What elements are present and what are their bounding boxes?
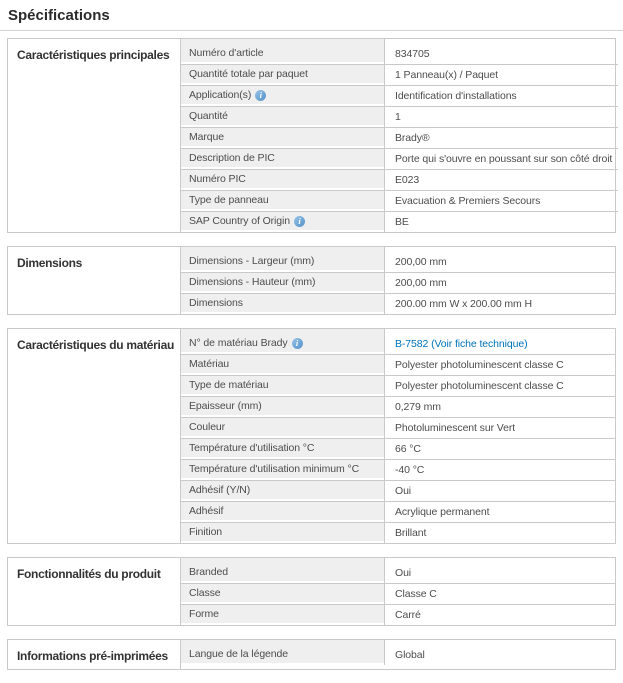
row-value-link[interactable]: B-7582 (Voir fiche technique) [395, 338, 528, 350]
row-value: 0,279 mm [395, 401, 441, 413]
row-label-cell [181, 247, 385, 272]
row-value-cell [385, 439, 615, 459]
section-rows [180, 640, 615, 669]
row-label-cell [181, 523, 385, 543]
row-label-cell [181, 481, 385, 501]
row-label-text: Dimensions [189, 297, 243, 309]
table-row [181, 605, 615, 625]
specifications-sections [0, 38, 623, 670]
row-label-cell [181, 39, 385, 64]
row-value: Brillant [395, 527, 427, 539]
row-value: E023 [395, 174, 420, 186]
row-value-cell [385, 65, 618, 85]
row-value-cell [385, 376, 615, 396]
row-value: Polyester photoluminescent classe C [395, 359, 564, 371]
table-row [181, 294, 615, 314]
row-value-cell [385, 640, 615, 665]
row-label-text: Type de panneau [189, 194, 269, 206]
row-value: 66 °C [395, 443, 421, 455]
row-label-cell [181, 329, 385, 354]
row-value-cell [385, 329, 615, 354]
row-value: 1 Panneau(x) / Paquet [395, 69, 498, 81]
row-value-cell [385, 584, 615, 604]
table-row [181, 65, 618, 86]
row-label-text: Branded [189, 566, 228, 578]
table-row [181, 397, 615, 418]
row-value: BE [395, 216, 409, 228]
table-row [181, 376, 615, 397]
info-icon[interactable]: i [294, 216, 305, 227]
row-value: 200,00 mm [395, 277, 447, 289]
row-label-cell [181, 191, 385, 211]
row-value-cell [385, 355, 615, 375]
row-label-cell [181, 128, 385, 148]
table-row [181, 329, 615, 355]
row-value-cell [385, 481, 615, 501]
row-label-cell [181, 294, 385, 314]
section-rows [180, 39, 618, 232]
section-rows [180, 329, 615, 543]
table-row [181, 247, 615, 273]
spec-section [7, 557, 616, 626]
row-label-cell [181, 149, 385, 169]
table-row [181, 439, 615, 460]
spec-section [7, 246, 616, 315]
spec-section [7, 38, 616, 233]
row-label-text: Dimensions - Hauteur (mm) [189, 276, 316, 288]
table-row [181, 191, 618, 212]
section-heading: Caractéristiques principales [17, 48, 170, 62]
row-value: Oui [395, 485, 412, 497]
row-label-text: Température d'utilisation °C [189, 442, 315, 454]
row-label-cell [181, 640, 385, 665]
row-value: Evacuation & Premiers Secours [395, 195, 541, 207]
row-label-cell [181, 558, 385, 583]
section-heading: Caractéristiques du matériau [17, 338, 174, 352]
row-label-text: Type de matériau [189, 379, 269, 391]
row-label-cell [181, 502, 385, 522]
table-row [181, 273, 615, 294]
row-value-cell [385, 294, 615, 314]
table-row [181, 128, 618, 149]
row-label-cell [181, 584, 385, 604]
row-value-cell [385, 128, 618, 148]
row-label-text: Couleur [189, 421, 226, 433]
row-value-cell [385, 39, 618, 64]
row-value: Classe C [395, 588, 437, 600]
row-label-text: Langue de la légende [189, 648, 289, 660]
specifications-page [0, 7, 623, 670]
row-value: 200.00 mm W x 200.00 mm H [395, 298, 532, 310]
row-value: Photoluminescent sur Vert [395, 422, 516, 434]
table-row [181, 39, 618, 65]
table-row [181, 481, 615, 502]
row-label-text: Application(s) [189, 89, 252, 101]
row-label-cell [181, 605, 385, 625]
info-icon[interactable]: i [255, 90, 266, 101]
row-label-cell [181, 460, 385, 480]
row-value: Polyester photoluminescent classe C [395, 380, 564, 392]
row-label-text: Forme [189, 608, 219, 620]
row-value: 1 [395, 111, 401, 123]
row-label-text: Adhésif (Y/N) [189, 484, 251, 496]
row-label-text: Description de PIC [189, 152, 275, 164]
row-label-cell [181, 418, 385, 438]
table-row [181, 460, 615, 481]
section-rows [180, 558, 615, 625]
spec-section [7, 328, 616, 544]
row-value-cell [385, 107, 618, 127]
page-title: Spécifications [8, 7, 110, 24]
section-rows [180, 247, 615, 314]
section-heading: Informations pré-imprimées [17, 649, 168, 663]
table-row [181, 107, 618, 128]
row-value-cell [385, 170, 618, 190]
row-label-text: Epaisseur (mm) [189, 400, 262, 412]
row-label-cell [181, 107, 385, 127]
section-heading: Dimensions [17, 256, 83, 270]
row-label-text: Température d'utilisation minimum °C [189, 463, 360, 475]
row-value: Oui [395, 567, 412, 579]
row-label-cell [181, 376, 385, 396]
table-row [181, 584, 615, 605]
row-value: Identification d'installations [395, 90, 517, 102]
row-value: Brady® [395, 132, 430, 144]
title-divider [0, 30, 623, 31]
row-label-cell [181, 212, 385, 232]
row-value: Global [395, 649, 425, 661]
row-label-cell [181, 273, 385, 293]
spec-section [7, 639, 616, 670]
row-value: -40 °C [395, 464, 425, 476]
row-label-cell [181, 355, 385, 375]
row-label-cell [181, 86, 385, 106]
row-value-cell [385, 247, 615, 272]
row-value-cell [385, 523, 615, 543]
table-row [181, 558, 615, 584]
section-heading: Fonctionnalités du produit [17, 567, 161, 581]
table-row [181, 523, 615, 543]
table-row [181, 170, 618, 191]
row-label-text: Finition [189, 526, 223, 538]
row-value-cell [385, 605, 615, 625]
table-row [181, 86, 618, 107]
row-value-cell [385, 397, 615, 417]
row-value-cell [385, 418, 615, 438]
row-value-cell [385, 273, 615, 293]
row-label-text: N° de matériau Brady [189, 337, 288, 349]
row-value-cell [385, 149, 618, 169]
row-value: Acrylique permanent [395, 506, 490, 518]
row-label-text: Numéro d'article [189, 47, 264, 59]
table-row [181, 212, 618, 232]
table-row [181, 502, 615, 523]
row-value-cell [385, 558, 615, 583]
table-row [181, 149, 618, 170]
row-value: Porte qui s'ouvre en poussant sur son côté droit [395, 153, 613, 165]
row-label-text: Marque [189, 131, 225, 143]
row-label-text: Adhésif [189, 505, 224, 517]
row-label-cell [181, 170, 385, 190]
table-row [181, 640, 615, 665]
row-label-cell [181, 65, 385, 85]
row-label-text: Classe [189, 587, 221, 599]
row-label-text: SAP Country of Origin [189, 215, 291, 227]
row-value-cell [385, 502, 615, 522]
row-value-cell [385, 212, 618, 232]
row-label-cell [181, 439, 385, 459]
row-value: 834705 [395, 48, 430, 60]
row-value-cell [385, 460, 615, 480]
row-label-text: Matériau [189, 358, 230, 370]
row-label-text: Dimensions - Largeur (mm) [189, 255, 315, 267]
row-label-text: Quantité totale par paquet [189, 68, 308, 80]
row-value-cell [385, 86, 618, 106]
row-label-cell [181, 397, 385, 417]
info-icon[interactable]: i [292, 338, 303, 349]
row-value: Carré [395, 609, 421, 621]
row-value: 200,00 mm [395, 256, 447, 268]
row-value-cell [385, 191, 618, 211]
row-label-text: Quantité [189, 110, 228, 122]
table-row [181, 355, 615, 376]
table-row [181, 418, 615, 439]
row-label-text: Numéro PIC [189, 173, 246, 185]
